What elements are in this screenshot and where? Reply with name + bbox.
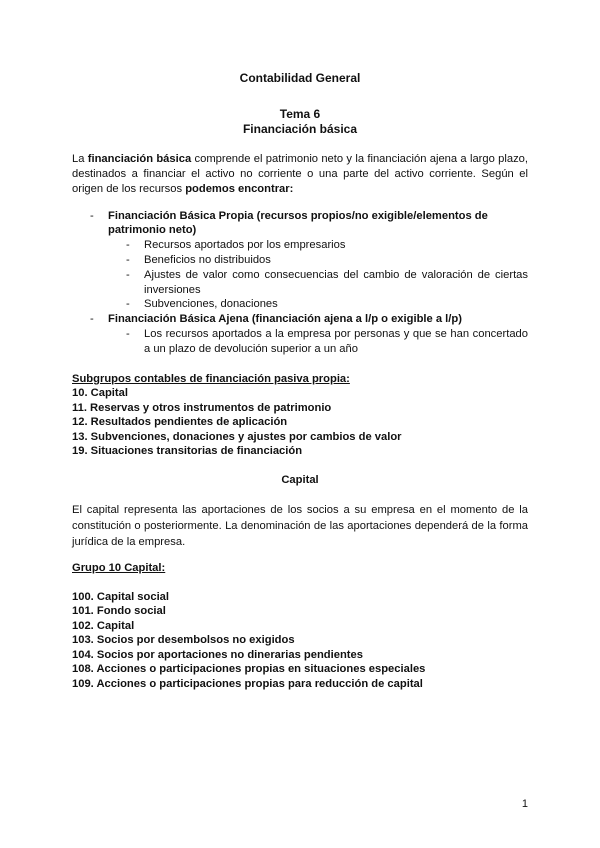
- sub-list-dash: -: [126, 254, 130, 266]
- list-item-label-line-1: Financiación Básica Propia (recursos propios/no exigible/elementos de: [108, 210, 488, 222]
- group10-item: 108. Acciones o participaciones propias en situaciones especiales: [72, 663, 426, 675]
- subgroup-item: 13. Subvenciones, donaciones y ajustes por cambios de valor: [72, 431, 402, 443]
- capital-paragraph: El capital representa las aportaciones de los socios a su empresa en el momento de la constitución o posteriormente. La denominación de las aportaciones dependerá de la forma jurídica de la empresa.: [72, 504, 528, 548]
- list-item-label: Financiación Básica Ajena (financiación ajena a l/p o exigible a l/p): [108, 313, 462, 325]
- intro-text-1: La: [72, 153, 88, 165]
- intro-paragraph: [72, 152, 528, 197]
- sub-list-dash: -: [126, 239, 130, 251]
- sub-list-item-text: Los recursos aportados a la empresa por personas y que se han concertado a un plazo de devolución superior a un año: [144, 328, 528, 355]
- subgroup-item: 11. Reservas y otros instrumentos de patrimonio: [72, 402, 332, 414]
- group10-heading: Grupo 10 Capital:: [72, 562, 166, 574]
- sub-list-item-text: Recursos aportados por los empresarios: [144, 239, 346, 251]
- capital-heading: Capital: [281, 474, 319, 486]
- group10-item: 104. Socios por aportaciones no dinerarias pendientes: [72, 649, 363, 661]
- intro-text-2: comprende el patrimonio neto y la financiación ajena a largo plazo, destinados a financiar el activo no corriente o una parte del activo corriente. Según el origen de los recursos: [72, 153, 528, 195]
- course-title: Contabilidad General: [239, 71, 361, 85]
- group10-item: 109. Acciones o participaciones propias para reducción de capital: [72, 678, 423, 690]
- list-dash: -: [90, 210, 94, 222]
- group10-item: 103. Socios por desembolsos no exigidos: [72, 634, 295, 646]
- intro-bold-1: financiación básica: [87, 153, 192, 165]
- sub-list-item-text: Subvenciones, donaciones: [144, 298, 278, 310]
- sub-list-item-text: Beneficios no distribuidos: [144, 254, 271, 266]
- topic-subtitle: Financiación básica: [242, 122, 358, 136]
- sub-list-item-text: Ajustes de valor como consecuencias del cambio de valoración de ciertas inversiones: [144, 269, 528, 296]
- sub-list-dash: -: [126, 298, 130, 310]
- list-item-label-line-2: patrimonio neto): [108, 224, 197, 236]
- group10-item: 102. Capital: [72, 620, 135, 632]
- subgroup-item: 12. Resultados pendientes de aplicación: [72, 416, 288, 428]
- sub-list-dash: -: [126, 269, 130, 281]
- subgroups-heading: Subgrupos contables de financiación pasiva propia:: [72, 373, 350, 385]
- subgroup-item: 10. Capital: [72, 387, 128, 399]
- subgroup-item: 19. Situaciones transitorias de financiación: [72, 445, 303, 457]
- page-number: 1: [521, 798, 528, 810]
- intro-bold-2: podemos encontrar:: [185, 183, 294, 195]
- sub-list-dash: -: [126, 328, 130, 340]
- topic-title: Tema 6: [279, 107, 321, 121]
- list-dash: -: [90, 313, 94, 325]
- group10-item: 101. Fondo social: [72, 605, 166, 617]
- group10-item: 100. Capital social: [72, 591, 170, 603]
